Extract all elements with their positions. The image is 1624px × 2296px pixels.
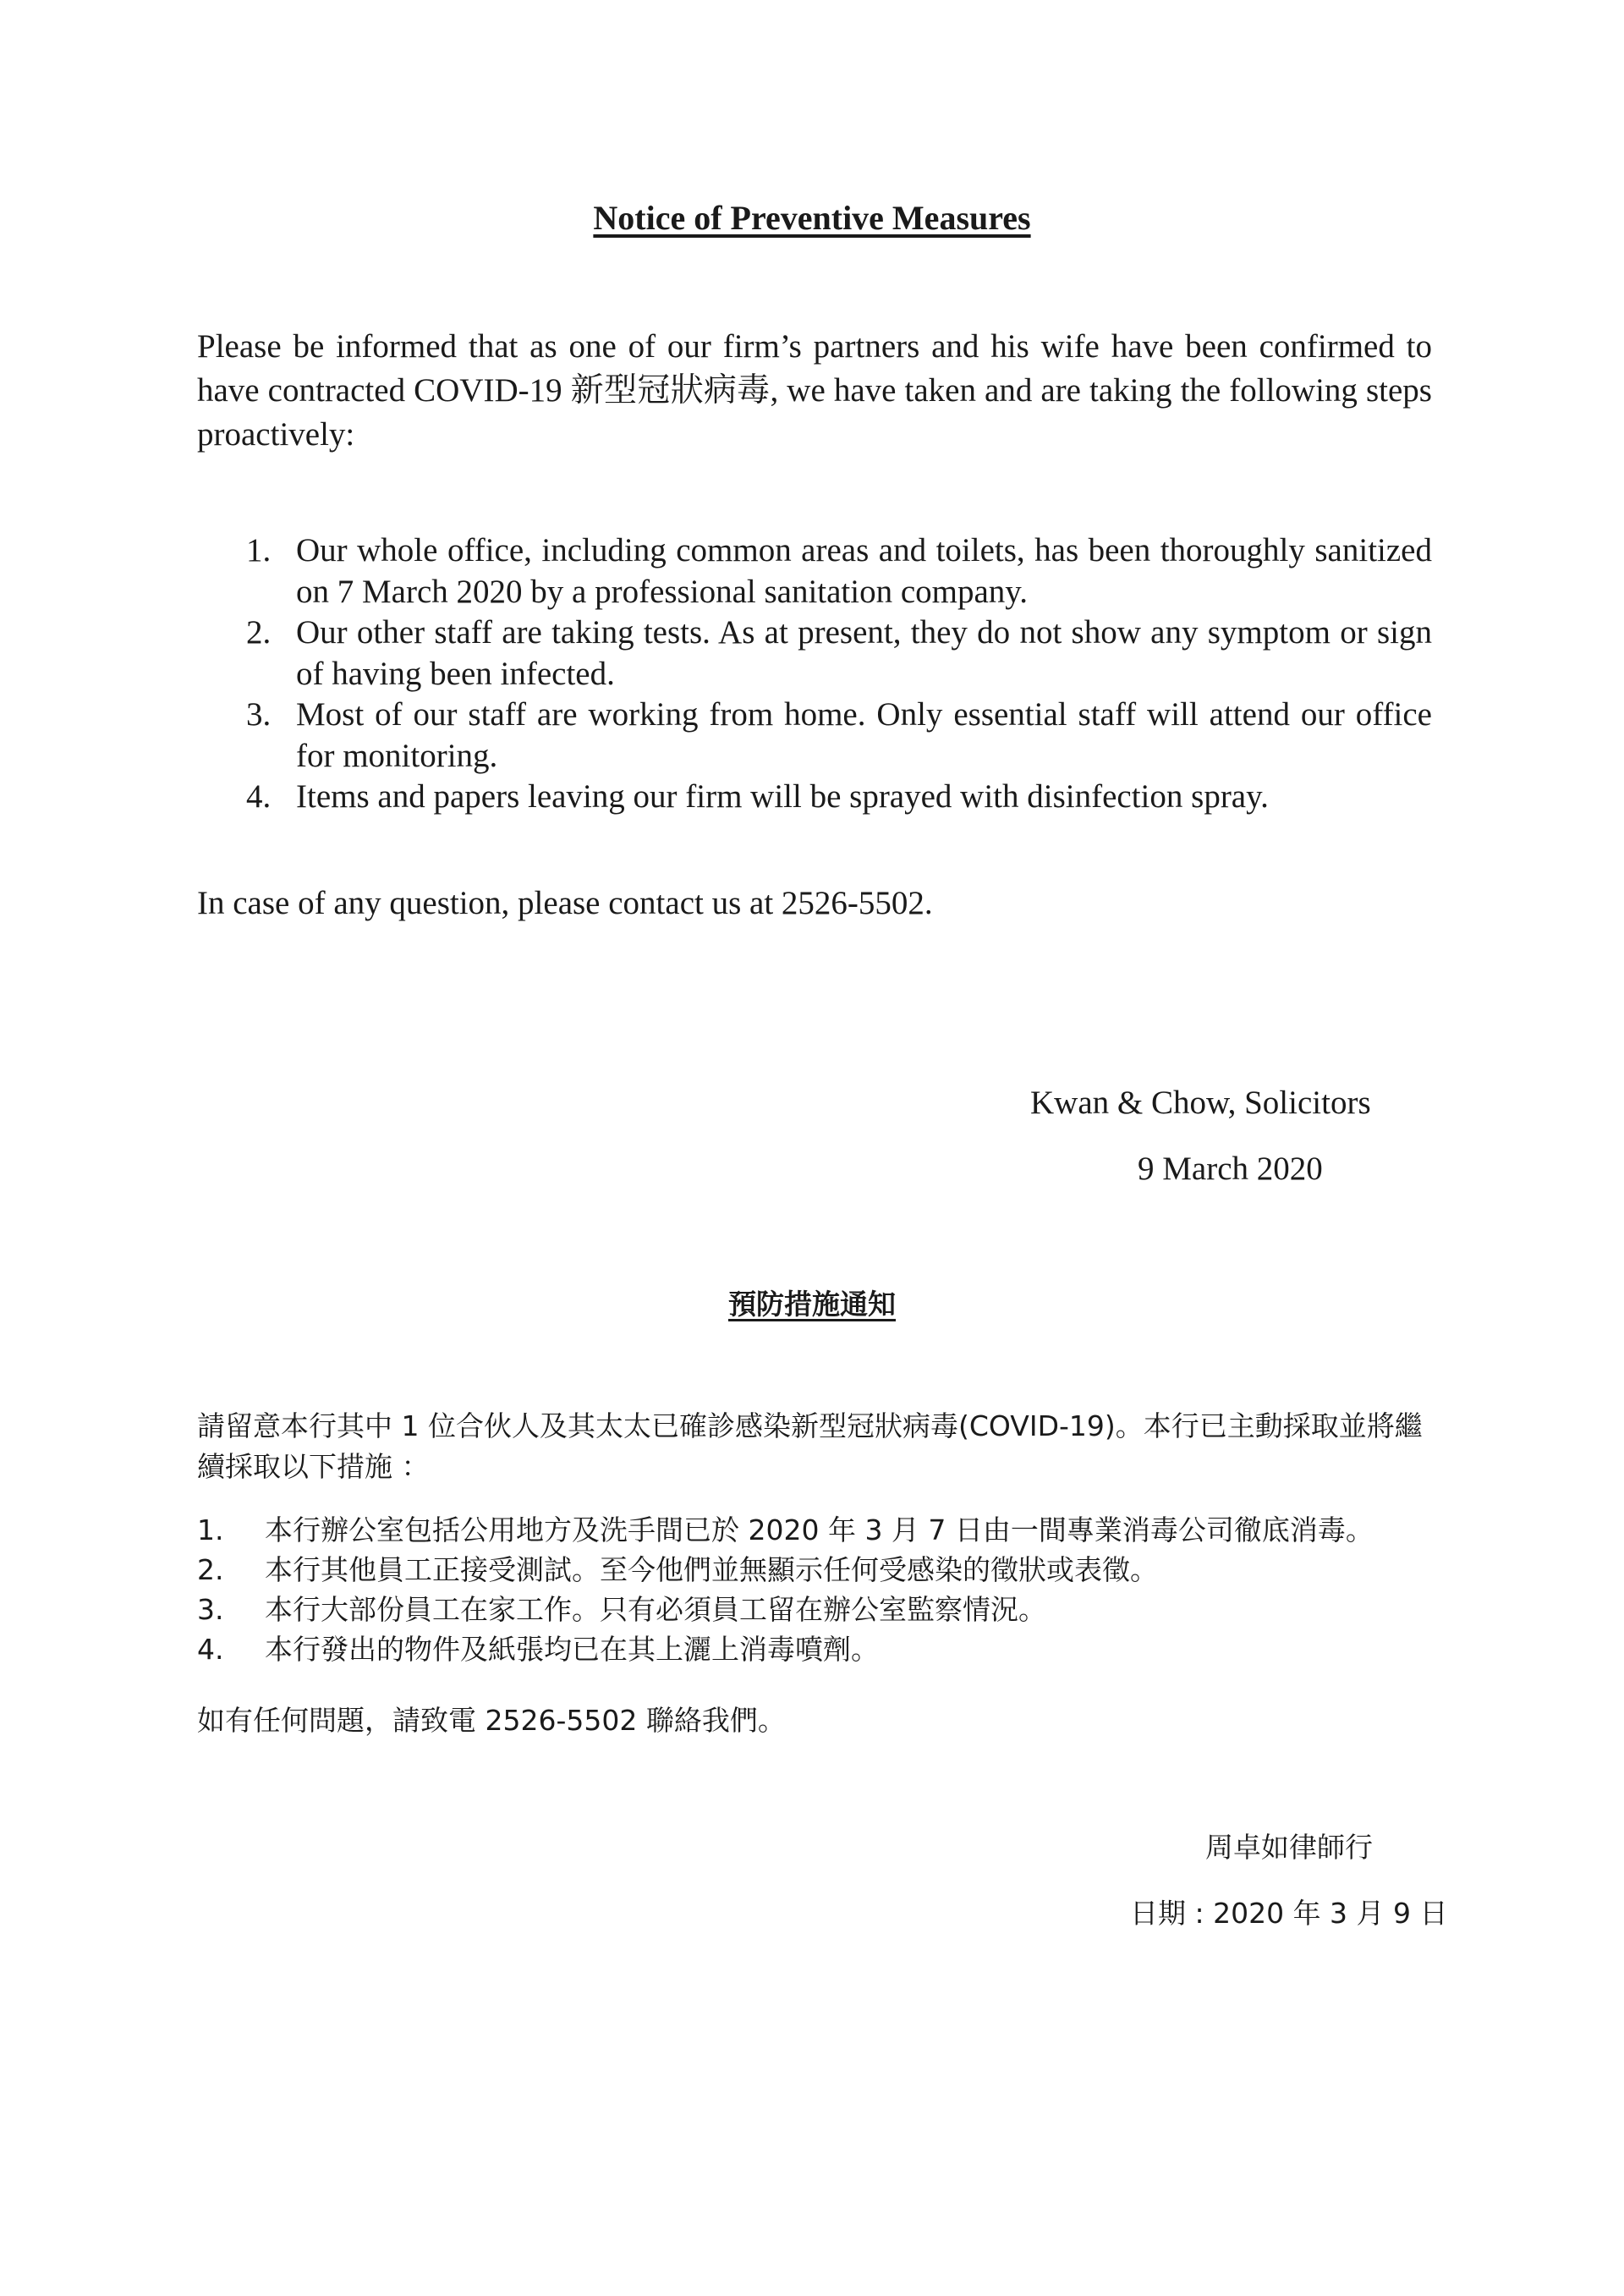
english-title: Notice of Preventive Measures (593, 199, 1031, 237)
list-item (197, 612, 1432, 695)
step-number: 3. (197, 1593, 224, 1626)
chinese-contact: 如有任何問題，請致電 2526-5502 聯絡我們。 (197, 1704, 786, 1737)
step-text: 本行其他員工正接受測試。至今他們並無顯示任何受感染的徵狀或表徵。 (265, 1553, 1158, 1586)
list-item (197, 1629, 1432, 1669)
step-text: 本行發出的物件及紙張均已在其上灑上消毒噴劑。 (265, 1633, 879, 1666)
list-item (197, 530, 1432, 612)
list-item (197, 695, 1432, 777)
step-number: 3. (246, 696, 272, 733)
step-text: 本行辦公室包括公用地方及洗手間已於 2020 年 3 月 7 日由一間專業消毒公司徹底消毒。 (265, 1513, 1374, 1546)
step-number: 1. (246, 532, 272, 569)
chinese-intro: 請留意本行其中 1 位合伙人及其太太已確診感染新型冠狀病毒(COVID-19)。本行已主動採取並將繼續採取以下措施 ： (197, 1409, 1423, 1483)
english-signature: Kwan & Chow, Solicitors (1030, 1085, 1371, 1121)
list-item (197, 777, 1432, 818)
chinese-date: 日期 : 2020 年 3 月 9 日 (1130, 1897, 1448, 1930)
step-text: 本行大部份員工在家工作。只有必須員工留在辦公室監察情況。 (265, 1593, 1046, 1626)
step-number: 2. (197, 1553, 224, 1586)
list-item (197, 1550, 1432, 1590)
chinese-signature: 周卓如律師行 (1205, 1831, 1373, 1864)
step-number: 4. (246, 778, 272, 815)
step-text: Our whole office, including common areas and toilets, has been thoroughly sanitized on 7 March 2020 by a professional sanitation company. (296, 532, 1432, 610)
english-date: 9 March 2020 (1138, 1151, 1323, 1187)
step-number: 1. (197, 1513, 224, 1546)
english-steps-list (197, 530, 1432, 818)
step-number: 4. (197, 1633, 224, 1666)
step-text: Our other staff are taking tests. As at present, they do not show any symptom or sign of having been infected. (296, 614, 1432, 692)
step-number: 2. (246, 614, 272, 651)
step-text: Items and papers leaving our firm will be sprayed with disinfection spray. (296, 778, 1269, 815)
english-contact: In case of any question, please contact us at 2526-5502. (197, 885, 933, 921)
list-item (197, 1590, 1432, 1629)
step-text: Most of our staff are working from home. Only essential staff will attend our office for monitoring. (296, 696, 1432, 774)
chinese-title: 預防措施通知 (728, 1288, 896, 1321)
list-item (197, 1510, 1432, 1550)
english-intro: Please be informed that as one of our firm’s partners and his wife have been confirmed to have contracted COVID-19 新型冠狀病毒, we have taken and are taking the following steps proactively: (197, 328, 1432, 453)
chinese-steps-list (197, 1510, 1432, 1669)
